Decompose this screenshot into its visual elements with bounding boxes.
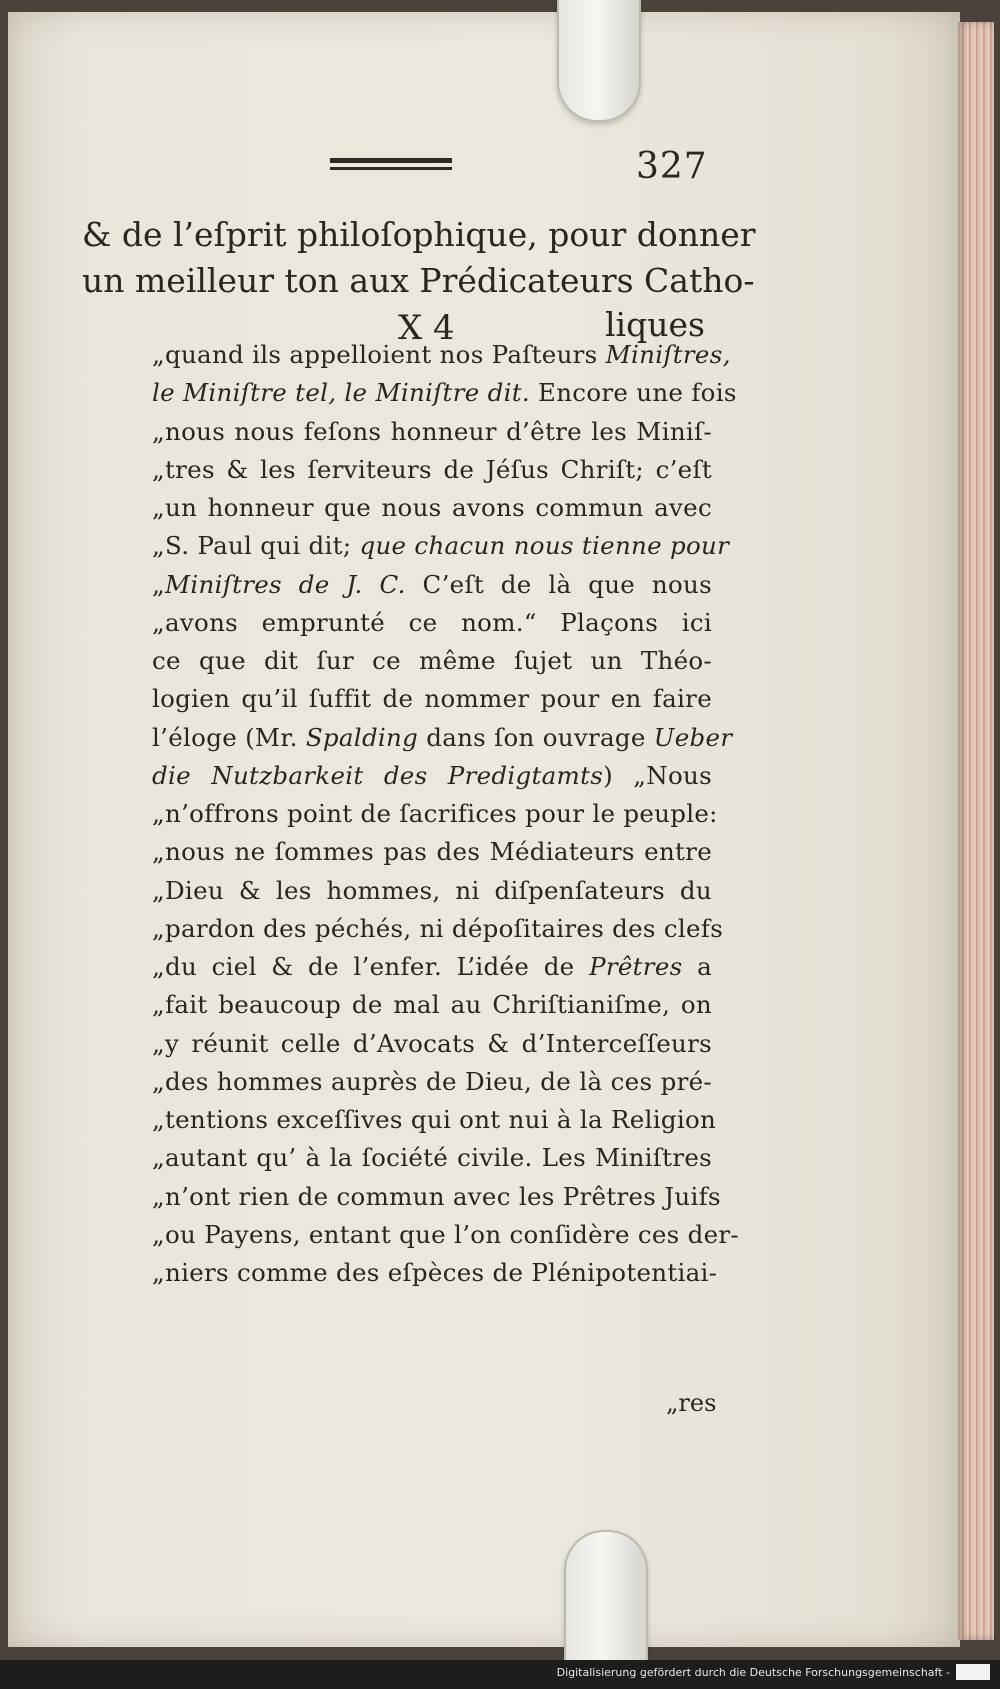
body-line [152,1029,712,1058]
body-line [152,493,712,522]
text-span: „n’ont rien de commun avec les Prêtres Juifs [152,1181,721,1211]
catchword: liques [605,305,705,344]
text-span: „avons emprunté ce nom.“ Plaçons ici [152,607,712,637]
text-span: „ [152,569,165,599]
page-number: 327 [636,146,708,187]
text-span: „quand ils appelloient nos Paſteurs [152,340,606,369]
text-span: logien qu’il ſuffit de nommer pour en faire [152,684,712,714]
body-line [152,1143,712,1172]
text-span: ce que dit ſur ce même ſujet un Théo- [152,646,712,675]
text-span: ) „Nous [603,760,712,790]
text-span: „des hommes auprès de Dieu, de là ces pré- [152,1066,712,1096]
body-line [152,952,712,981]
text-span: „y réunit celle d’Avocats & d’Interceſſeurs [152,1028,712,1058]
italic-text: Ueber [653,722,733,752]
text-span: „n’offrons point de ſacrifices pour le peuple: [152,799,718,828]
italic-text: Miniſtres de J. C. [165,569,406,599]
book-page [8,12,960,1647]
body-line [152,1105,717,1134]
body-line [152,1258,718,1287]
page-edges [958,22,994,1640]
text-span: „ou Payens, entant que l’on conſidère ces der- [152,1219,739,1249]
body-line [152,455,712,484]
body-line [152,646,712,675]
text-span: Encore une fois [529,378,737,408]
page-clip-top [557,0,641,122]
text-span: „fait beaucoup de mal au Chriſtianiſme, on [152,990,712,1020]
body-line [152,837,712,866]
italic-text: Miniſtres, [605,340,731,369]
digitization-credit: Digitalisierung gefördert durch die Deutsche Forschungsgemeinschaft - [556,1666,950,1679]
body-line [152,417,712,446]
text-span: „nous nous feſons honneur d’être les Miniſ- [152,416,712,446]
dfg-logo [956,1664,990,1680]
text-span: „un honneur que nous avons commun avec [152,493,712,522]
text-span: dans ſon ouvrage [418,722,654,752]
body-line [152,990,712,1019]
italic-text: die Nutzbarkeit des Predigtamts [152,760,604,790]
italic-text: que chacun nous tienne pour [359,531,730,561]
text-span: a [682,952,712,981]
header-rule [330,158,452,170]
text-line-top: & de l’eſprit philoſophique, pour donner [82,215,756,254]
body-line [152,1067,712,1096]
text-span: „du ciel & de l’enfer. L’idée de [152,952,590,981]
text-span: „niers comme des eſpèces de Plénipotentiai- [152,1258,718,1287]
body-line [152,340,731,369]
body-line [152,378,737,408]
body-line [152,722,733,752]
text-span: l’éloge (Mr. [152,722,306,752]
body-line [152,684,712,713]
text-span: „tentions exceſſives qui ont nui à la Religion [152,1105,717,1134]
italic-text: Spalding [305,722,419,752]
catchword: „res [666,1389,717,1417]
page-clip-bottom [564,1530,648,1662]
text-span: „autant qu’ à la ſociété civile. Les Miniſtres [152,1143,712,1173]
body-line [152,531,730,561]
body-line [152,1181,721,1211]
italic-text: Prêtres [589,952,683,981]
text-span: „S. Paul qui dit; [152,531,360,561]
body-line [152,876,712,905]
italic-text: le Miniſtre tel, le Miniſtre dit. [152,378,530,408]
body-line [152,761,712,790]
signature-mark: X 4 [398,308,455,348]
body-line [152,1219,739,1249]
body-line [152,570,712,599]
body-line [152,913,724,943]
text-span: „pardon des péchés, ni dépoſitaires des clefs [152,913,724,943]
text-span: C’eſt de là que nous [405,569,712,599]
text-line-top: un meilleur ton aux Prédicateurs Catho- [82,261,755,300]
text-span: „tres & les ſerviteurs de Jéſus Chriſt; c’eſt [152,454,712,484]
text-span: „Dieu & les hommes, ni diſpenſateurs du [152,875,712,905]
body-line [152,608,712,637]
body-line [152,799,718,828]
text-span: „nous ne ſommes pas des Médiateurs entre [152,837,712,867]
